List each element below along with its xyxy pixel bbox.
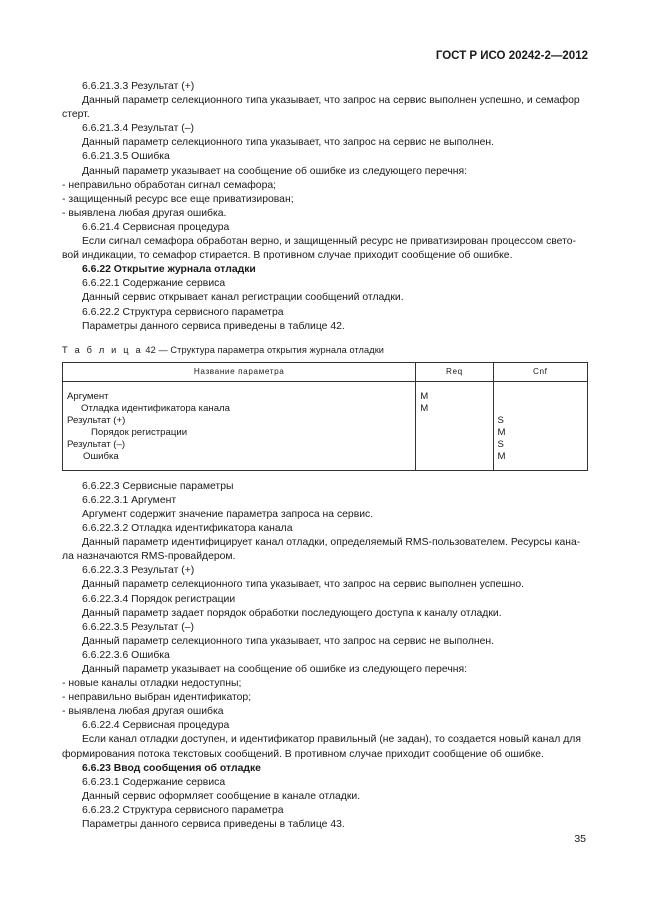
clause-heading: 6.6.22.3.4 Порядок регистрации <box>82 593 236 605</box>
paragraph-line: Если сигнал семафора обработан верно, и защищенный ресурс не приватизирован процессом свето- <box>82 236 576 248</box>
table-cell: Отладка идентификатора канала <box>81 402 230 414</box>
table-header-row <box>63 362 588 381</box>
table-cell: M <box>420 390 429 402</box>
paragraph-line: Данный параметр указывает на сообщение об ошибке из следующего перечня: <box>82 664 468 675</box>
document-code-header: ГОСТ Р ИСО 20242-2—2012 <box>435 50 588 62</box>
paragraph-line: Данный параметр селекционного типа указывает, что запрос на сервис выполнен успешно. <box>82 579 525 591</box>
paragraph-line: Данный параметр идентифицирует канал отладки, определяемый RMS-пользователем. Ресурсы кана- <box>82 537 581 549</box>
table-cell: M <box>497 426 506 438</box>
table-cell: Ошибка <box>83 450 119 462</box>
table-cell: M <box>420 402 429 414</box>
paragraph-line: Данный параметр селекционного типа указывает, что запрос на сервис выполнен успешно, и семафор <box>82 95 580 107</box>
paragraph-line: Аргумент содержит значение параметра запроса на сервис. <box>82 508 374 520</box>
clause-heading: 6.6.22.3 Сервисные параметры <box>82 480 234 492</box>
clause-heading: 6.6.21.4 Сервисная процедура <box>82 221 230 233</box>
paragraph-line: стерт. <box>62 109 90 121</box>
clause-heading: 6.6.22.4 Сервисная процедура <box>82 720 230 732</box>
paragraph-line: Параметры данного сервиса приведены в таблице 43. <box>82 819 345 831</box>
table-cell: Результат (–) <box>67 438 126 450</box>
table-cell <box>420 439 488 451</box>
paragraph-line: Данный параметр указывает на сообщение об ошибке из следующего перечня: <box>82 165 468 177</box>
section-heading: 6.6.23 Ввод сообщения об отладке <box>82 762 261 774</box>
list-item: - выявлена любая другая ошибка. <box>62 207 227 219</box>
list-item: - защищенный ресурс все еще приватизирован; <box>62 193 294 205</box>
parameter-table <box>62 362 588 471</box>
paragraph-line: Данный параметр задает порядок обработки последующего доступа к каналу отладки. <box>82 607 502 619</box>
paragraph-line: Данный параметр селекционного типа указывает, что запрос на сервис не выполнен. <box>82 137 495 149</box>
table-caption-text: 42 — Структура параметра открытия журнала отладки <box>142 344 385 355</box>
table-cell: Результат (+) <box>67 414 126 426</box>
clause-heading: 6.6.22.3.5 Результат (–) <box>82 621 194 633</box>
table-cell <box>420 451 488 463</box>
paragraph-line: ла назначаются RMS-провайдером. <box>62 551 236 563</box>
page-body <box>62 80 588 832</box>
table-cell <box>498 403 583 415</box>
paragraph-line: вой индикации, то семафор стирается. В противном случае приходит сообщение об ошибке. <box>62 250 513 262</box>
paragraph-line: Данный сервис открывает канал регистрации сообщений отладки. <box>82 292 404 304</box>
table-body-row <box>63 381 588 470</box>
clause-heading: 6.6.22.2 Структура сервисного параметра <box>82 306 284 318</box>
table-cell: S <box>497 438 504 450</box>
clause-heading: 6.6.22.1 Содержание сервиса <box>82 278 226 290</box>
clause-heading: 6.6.23.2 Структура сервисного параметра <box>82 804 284 816</box>
list-item: - неправильно выбран идентификатор; <box>62 692 252 704</box>
clause-heading: 6.6.21.3.4 Результат (–) <box>82 123 194 135</box>
table-caption <box>62 343 588 357</box>
parameter-name-cell <box>63 381 416 470</box>
clause-heading: 6.6.23.1 Содержание сервиса <box>82 776 226 788</box>
table-cell <box>420 427 488 439</box>
clause-heading: 6.6.22.3.3 Результат (+) <box>82 565 195 577</box>
clause-heading: 6.6.22.3.1 Аргумент <box>82 494 177 506</box>
list-item: - выявлена любая другая ошибка <box>62 706 224 718</box>
list-item: - новые каналы отладки недоступны; <box>62 678 242 690</box>
table-cell: S <box>497 414 504 426</box>
table-cell <box>420 415 488 427</box>
clause-heading: 6.6.21.3.3 Результат (+) <box>82 81 195 92</box>
header-parameter-name: Название параметра <box>63 362 416 381</box>
list-item: - неправильно обработан сигнал семафора; <box>62 179 277 191</box>
clause-heading: 6.6.21.3.5 Ошибка <box>82 151 170 163</box>
table-caption-prefix: Т а б л и ц а <box>62 344 143 355</box>
table-cell: Аргумент <box>67 390 109 402</box>
paragraph-line: Если канал отладки доступен, и идентификатор правильный (не задан), то создается новый канал для <box>82 734 581 746</box>
paragraph-line: Параметры данного сервиса приведены в таблице 42. <box>82 320 345 332</box>
paragraph-line: Данный сервис оформляет сообщение в канале отладки. <box>82 790 361 802</box>
cnf-cell <box>493 381 587 470</box>
paragraph-line: формирования потока текстовых сообщений. В противном случае приходит сообщение об ошибке. <box>62 748 544 760</box>
header-req: Req <box>416 362 493 381</box>
req-cell <box>416 381 493 470</box>
paragraph-line: Данный параметр селекционного типа указывает, что запрос на сервис не выполнен. <box>82 635 495 647</box>
table-cell <box>498 391 583 403</box>
clause-heading: 6.6.22.3.6 Ошибка <box>82 649 170 661</box>
section-heading: 6.6.22 Открытие журнала отладки <box>82 264 256 276</box>
table-cell: Порядок регистрации <box>91 426 188 438</box>
clause-heading: 6.6.22.3.2 Отладка идентификатора канала <box>82 523 293 535</box>
header-cnf: Cnf <box>493 362 587 381</box>
page-number: 35 <box>574 833 586 845</box>
table-cell: M <box>497 450 506 462</box>
